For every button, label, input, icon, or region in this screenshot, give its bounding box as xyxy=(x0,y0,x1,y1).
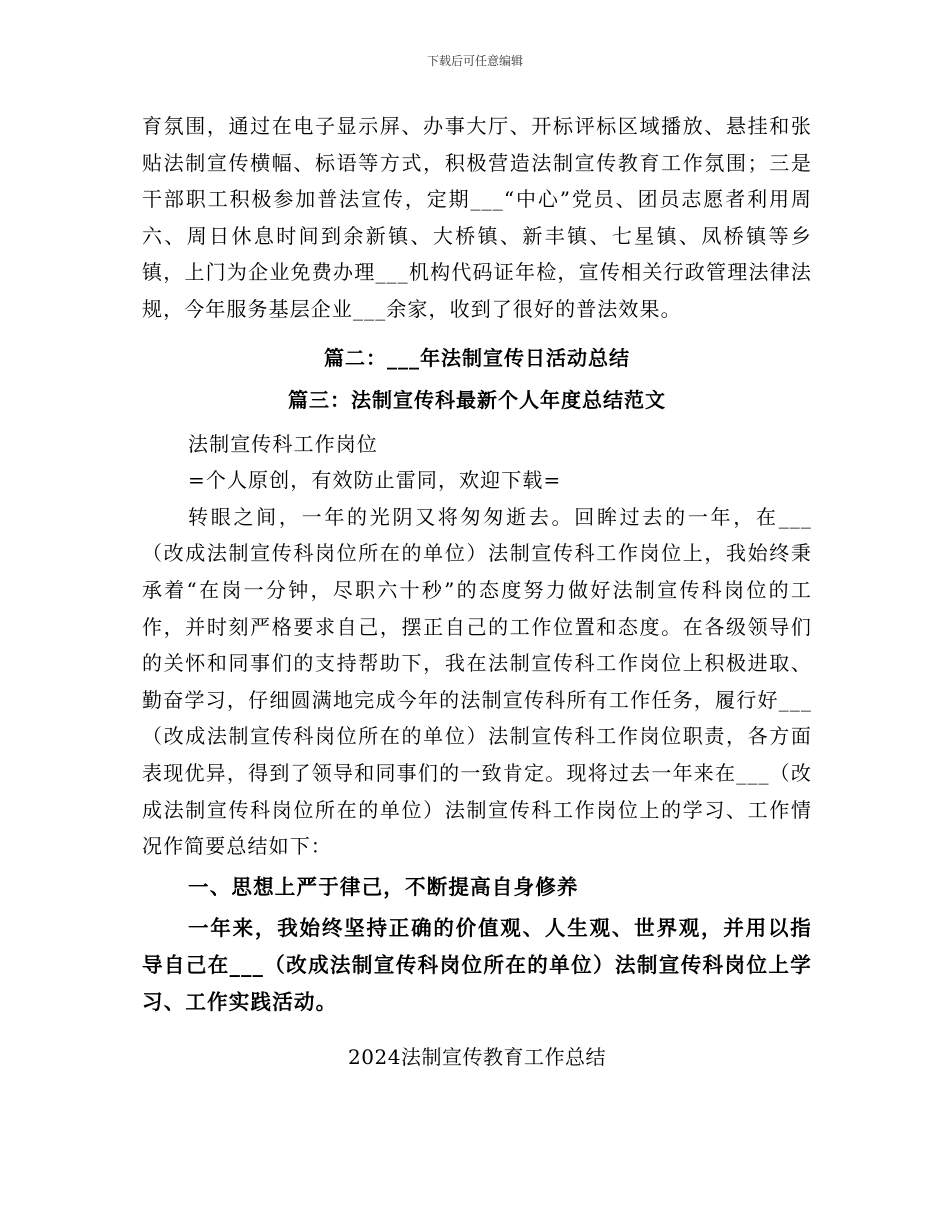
page-header-note: 下载后可任意编辑 xyxy=(426,54,523,68)
document-final-title: 2024法制宣传教育工作总结 xyxy=(348,1044,606,1069)
section-one-body: 一年来，我始终坚持正确的价值观、人生观、世界观，并用以指导自己在___（改成法制宣传科岗位所在的单位）法制宣传科岗位上学习、工作实践活动。 xyxy=(142,915,812,1014)
heading-part-three: 篇三：法制宣传科最新个人年度总结范文 xyxy=(288,387,666,412)
heading-part-two: 篇二：___年法制宣传日活动总结 xyxy=(324,345,630,370)
line-post-title: 法制宣传科工作岗位 xyxy=(188,431,378,456)
paragraph-annual-review: 转眼之间，一年的光阴又将匆匆逝去。回眸过去的一年，在___（改成法制宣传科岗位所在的单位）法制宣传科工作岗位上，我始终秉承着“在岗一分钟，尽职六十秒”的态度努力做好法制宣传科岗位的工作，并时刻严格要求自己，摆正自己的工作位置和态度。在各级领导们的关怀和同事们的支持帮助下，我在法制宣传科工作岗位上积极进取、勤奋学习，仔细圆满地完成今年的法制宣传科所有工作任务，履行好___（改成法制宣传科岗位所在的单位）法制宣传科工作岗位职责，各方面表现优异，得到了领导和同事们的一致肯定。现将过去一年来在___（改成法制宣传科岗位所在的单位）法制宣传科工作岗位上的学习、工作情况作简要总结如下： xyxy=(142,504,812,859)
section-one-title: 一、思想上严于律己，不断提高自身修养 xyxy=(188,874,579,899)
document-body xyxy=(142,108,812,1075)
paragraph-propaganda-atmosphere: 育氛围，通过在电子显示屏、办事大厅、开标评标区域播放、悬挂和张贴法制宣传横幅、标语等方式，积极营造法制宣传教育工作氛围；三是干部职工积极参加普法宣传，定期___“中心”党员、团员志愿者利用周六、周日休息时间到余新镇、大桥镇、新丰镇、七星镇、凤桥镇等乡镇，上门为企业免费办理___机构代码证年检，宣传相关行政管理法律法规，今年服务基层企业___余家，收到了很好的普法效果。 xyxy=(142,114,812,321)
line-original-note: =个人原创，有效防止雷同，欢迎下载= xyxy=(188,468,562,493)
